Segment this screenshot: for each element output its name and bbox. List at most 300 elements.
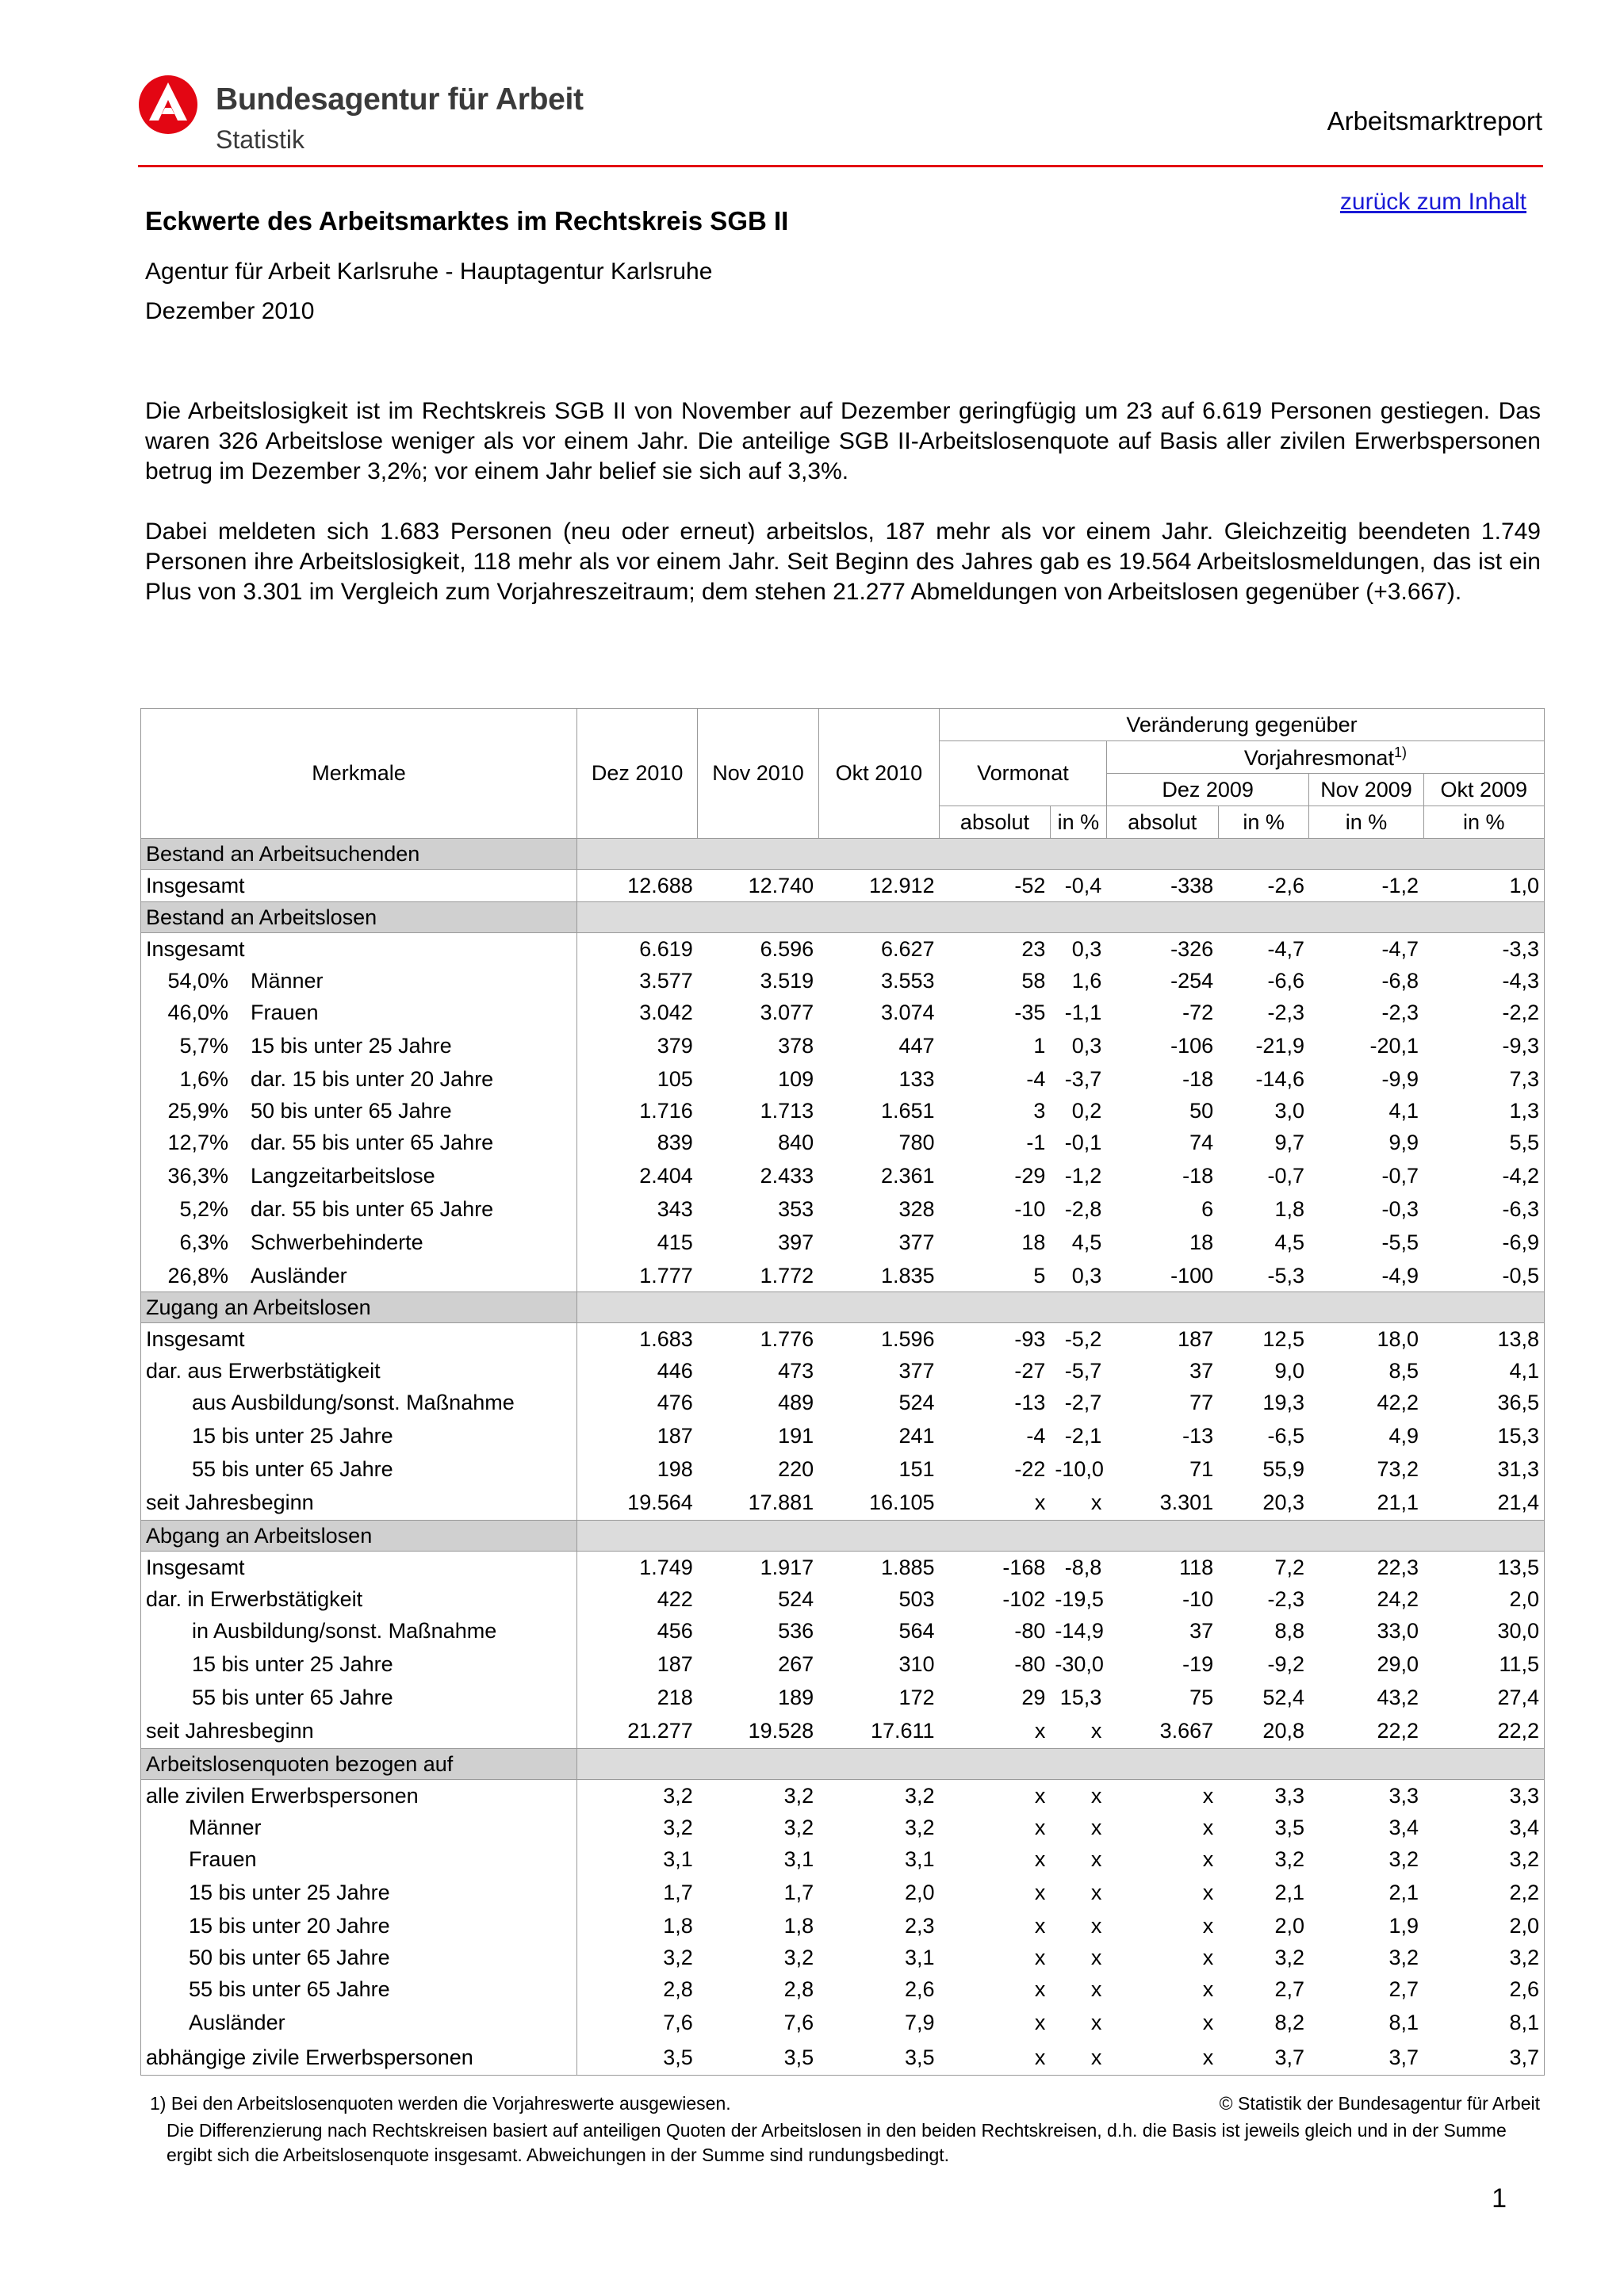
ba-logo-icon bbox=[138, 75, 198, 135]
table-cell: -19 bbox=[1182, 1651, 1214, 1676]
table-cell: 839 bbox=[657, 1130, 693, 1154]
table-cell: 4,1 bbox=[1509, 1358, 1539, 1383]
table-cell: 74 bbox=[1189, 1130, 1214, 1154]
row-label-text: 50 bis unter 65 Jahre bbox=[251, 1098, 452, 1123]
table-row bbox=[141, 1485, 1545, 1521]
table-cell: 310 bbox=[898, 1651, 935, 1676]
table-cell: 4,5 bbox=[1071, 1230, 1102, 1254]
table-row bbox=[141, 1323, 1545, 1356]
row-label-text: Ausländer bbox=[251, 1263, 347, 1288]
table-cell: 3.301 bbox=[1159, 1490, 1214, 1514]
row-label bbox=[141, 997, 577, 1028]
table-cell: 3,1 bbox=[783, 1846, 814, 1871]
table-cell: 218 bbox=[657, 1685, 693, 1709]
table-cell: 118 bbox=[1179, 1555, 1214, 1579]
table-cell: 379 bbox=[657, 1033, 693, 1058]
row-label bbox=[141, 1843, 577, 1875]
table-cell: x bbox=[1034, 1783, 1046, 1808]
table-cell: 20,3 bbox=[1262, 1490, 1304, 1514]
table-cell: -2,1 bbox=[1064, 1423, 1102, 1448]
table-cell: 7,6 bbox=[783, 2010, 814, 2034]
table-cell: 4,5 bbox=[1274, 1230, 1304, 1254]
table-row bbox=[141, 933, 1545, 966]
table-row bbox=[141, 965, 1545, 997]
table-cell: 3,2 bbox=[1509, 1945, 1539, 1969]
table-cell: 109 bbox=[778, 1066, 814, 1091]
table-cell: 8,2 bbox=[1274, 2010, 1304, 2034]
table-cell: -106 bbox=[1170, 1033, 1214, 1058]
table-cell: -52 bbox=[1014, 873, 1046, 897]
row-label-text: 15 bis unter 20 Jahre bbox=[189, 1913, 390, 1938]
table-row bbox=[141, 997, 1545, 1028]
section-fill bbox=[576, 839, 1544, 870]
share-percent: 6,3% bbox=[179, 1230, 228, 1254]
row-label-text: Insgesamt bbox=[146, 1555, 245, 1579]
section-header bbox=[141, 902, 1545, 933]
table-cell: 19.528 bbox=[748, 1718, 814, 1743]
table-cell: -22 bbox=[1014, 1456, 1046, 1481]
row-label-text: 15 bis unter 25 Jahre bbox=[192, 1423, 393, 1448]
table-cell: 3,2 bbox=[1388, 1846, 1419, 1871]
report-period: Dezember 2010 bbox=[145, 298, 315, 324]
row-label bbox=[141, 1418, 577, 1453]
table-cell: 105 bbox=[657, 1066, 693, 1091]
table-cell: -1,2 bbox=[1064, 1163, 1102, 1188]
org-name: Bundesagentur für Arbeit bbox=[216, 82, 584, 117]
table-cell: 3,7 bbox=[1388, 2045, 1419, 2069]
table-cell: 1,3 bbox=[1509, 1098, 1539, 1123]
section-title: Bestand an Arbeitslosen bbox=[141, 902, 577, 933]
table-cell: x bbox=[1202, 1913, 1214, 1938]
table-cell: 2.404 bbox=[639, 1163, 693, 1188]
table-cell: 198 bbox=[657, 1456, 693, 1481]
table-cell: x bbox=[1090, 1913, 1102, 1938]
table-row bbox=[141, 1158, 1545, 1193]
table-cell: 1,8 bbox=[1274, 1196, 1304, 1221]
table-cell: 1.777 bbox=[639, 1263, 693, 1288]
header-in-pct: in % bbox=[1309, 806, 1423, 839]
header-okt-2010: Okt 2010 bbox=[818, 709, 939, 839]
table-cell: x bbox=[1202, 1945, 1214, 1969]
table-cell: 3,4 bbox=[1509, 1815, 1539, 1839]
table-row bbox=[141, 1095, 1545, 1127]
row-label-text: dar. in Erwerbstätigkeit bbox=[146, 1586, 363, 1611]
row-label bbox=[141, 1780, 577, 1812]
section-header bbox=[141, 839, 1545, 870]
table-row bbox=[141, 1127, 1545, 1158]
table-cell: 1.772 bbox=[760, 1263, 814, 1288]
table-cell: 187 bbox=[657, 1651, 693, 1676]
table-cell: -13 bbox=[1182, 1423, 1214, 1448]
summary-paragraph-2: Dabei meldeten sich 1.683 Personen (neu oder erneut) arbeitslos, 187 mehr als vor einem Jahr. Gleichzeitig beendeten 1.749 Personen ihre Arbeitslosigkeit, 118 mehr als vor einem Jahr. Seit Beginn des Jahres gab es 19.564 Arbeitslosmeldungen, das ist ein Plus von 3.301 im Vergleich zum Vorjahreszeitraum; dem stehen 21.277 Abmeldungen von Arbeitslosen gegenüber (+3.667). bbox=[145, 519, 1541, 605]
table-cell: 4,1 bbox=[1388, 1098, 1419, 1123]
table-cell: 3,3 bbox=[1509, 1783, 1539, 1808]
row-label bbox=[141, 2005, 577, 2040]
table-cell: 2.361 bbox=[880, 1163, 935, 1188]
row-label-text: Insgesamt bbox=[146, 873, 245, 897]
table-cell: 2,0 bbox=[905, 1880, 935, 1904]
row-label-text: 15 bis unter 25 Jahre bbox=[251, 1033, 452, 1058]
table-cell: 1.749 bbox=[639, 1555, 693, 1579]
table-cell: -2,2 bbox=[1502, 1000, 1539, 1024]
table-cell: 3.077 bbox=[760, 1000, 814, 1024]
table-cell: -2,3 bbox=[1267, 1586, 1304, 1611]
table-row bbox=[141, 1260, 1545, 1292]
row-label bbox=[141, 1127, 577, 1158]
share-percent: 1,6% bbox=[179, 1066, 228, 1091]
table-cell: 1.835 bbox=[880, 1263, 935, 1288]
table-cell: 189 bbox=[778, 1685, 814, 1709]
row-label bbox=[141, 1682, 577, 1713]
table-cell: 3,2 bbox=[783, 1815, 814, 1839]
row-label bbox=[141, 1647, 577, 1682]
table-cell: 20,8 bbox=[1262, 1718, 1304, 1743]
table-cell: 1.776 bbox=[760, 1326, 814, 1351]
table-cell: x bbox=[1090, 1490, 1102, 1514]
row-label bbox=[141, 1812, 577, 1843]
table-cell: -80 bbox=[1014, 1651, 1046, 1676]
table-cell: -20,1 bbox=[1369, 1033, 1419, 1058]
table-cell: -4,9 bbox=[1381, 1263, 1419, 1288]
report-title: Arbeitsmarktreport bbox=[1327, 106, 1542, 136]
table-row bbox=[141, 1028, 1545, 1063]
table-cell: 21,4 bbox=[1497, 1490, 1539, 1514]
table-cell: 3,2 bbox=[783, 1783, 814, 1808]
table-cell: 2,0 bbox=[1274, 1913, 1304, 1938]
table-cell: x bbox=[1034, 1815, 1046, 1839]
table-cell: 191 bbox=[778, 1423, 814, 1448]
table-row bbox=[141, 1682, 1545, 1713]
table-cell: 353 bbox=[778, 1196, 814, 1221]
table-cell: 172 bbox=[898, 1685, 935, 1709]
table-cell: 29,0 bbox=[1377, 1651, 1419, 1676]
table-cell: 1.651 bbox=[880, 1098, 935, 1123]
table-cell: 2,8 bbox=[663, 1976, 693, 2001]
table-cell: x bbox=[1090, 1976, 1102, 2001]
table-cell: 3,2 bbox=[905, 1815, 935, 1839]
header-dez-2009: Dez 2009 bbox=[1106, 774, 1309, 806]
table-cell: 2,0 bbox=[1509, 1586, 1539, 1611]
table-cell: 1.713 bbox=[760, 1098, 814, 1123]
table-row bbox=[141, 1583, 1545, 1615]
org-subtitle: Statistik bbox=[216, 125, 305, 154]
table-cell: 267 bbox=[778, 1651, 814, 1676]
table-row bbox=[141, 1812, 1545, 1843]
table-cell: -30,0 bbox=[1055, 1651, 1104, 1676]
table-cell: -10 bbox=[1182, 1586, 1214, 1611]
table-cell: x bbox=[1034, 2010, 1046, 2034]
table-cell: -2,3 bbox=[1267, 1000, 1304, 1024]
footnote-1: 1) Bei den Arbeitslosenquoten werden die Vorjahreswerte ausgewiesen. bbox=[150, 2093, 731, 2114]
header-okt-2009: Okt 2009 bbox=[1423, 774, 1545, 806]
table-cell: -2,6 bbox=[1267, 873, 1304, 897]
table-cell: 12.740 bbox=[748, 873, 814, 897]
table-cell: -2,8 bbox=[1064, 1196, 1102, 1221]
table-cell: 3 bbox=[1033, 1098, 1046, 1123]
table-cell: 4,9 bbox=[1388, 1423, 1419, 1448]
table-cell: 3,3 bbox=[1274, 1783, 1304, 1808]
row-label-text: Frauen bbox=[251, 1000, 319, 1024]
table-cell: -9,3 bbox=[1502, 1033, 1539, 1058]
row-label-text: Männer bbox=[189, 1815, 262, 1839]
table-cell: 15,3 bbox=[1059, 1685, 1102, 1709]
table-cell: -35 bbox=[1014, 1000, 1046, 1024]
table-cell: 30,0 bbox=[1497, 1618, 1539, 1643]
table-cell: 840 bbox=[778, 1130, 814, 1154]
table-cell: -2,7 bbox=[1064, 1390, 1102, 1414]
agency-name: Agentur für Arbeit Karlsruhe - Hauptagentur Karlsruhe bbox=[145, 258, 713, 285]
table-cell: x bbox=[1034, 1913, 1046, 1938]
table-cell: 415 bbox=[657, 1230, 693, 1254]
table-cell: 12.688 bbox=[627, 873, 693, 897]
table-cell: 476 bbox=[657, 1390, 693, 1414]
table-cell: -4,2 bbox=[1502, 1163, 1539, 1188]
section-fill bbox=[576, 1749, 1544, 1780]
table-cell: 3.667 bbox=[1159, 1718, 1214, 1743]
row-label-text: Männer bbox=[251, 968, 324, 993]
table-cell: -14,9 bbox=[1055, 1618, 1104, 1643]
share-percent: 26,8% bbox=[167, 1263, 228, 1288]
row-label bbox=[141, 1583, 577, 1615]
table-cell: 7,3 bbox=[1509, 1066, 1539, 1091]
table-cell: -13 bbox=[1014, 1390, 1046, 1414]
table-cell: 73,2 bbox=[1377, 1456, 1419, 1481]
table-cell: 3.074 bbox=[880, 1000, 935, 1024]
row-label-text: in Ausbildung/sonst. Maßnahme bbox=[192, 1618, 497, 1643]
table-cell: 1,0 bbox=[1509, 873, 1539, 897]
table-cell: 133 bbox=[898, 1066, 935, 1091]
table-cell: 6 bbox=[1201, 1196, 1214, 1221]
table-cell: 3,2 bbox=[663, 1815, 693, 1839]
table-cell: 1.716 bbox=[639, 1098, 693, 1123]
table-row bbox=[141, 1453, 1545, 1485]
table-cell: 343 bbox=[657, 1196, 693, 1221]
row-label bbox=[141, 1355, 577, 1387]
table-cell: 220 bbox=[778, 1456, 814, 1481]
table-cell: -3,3 bbox=[1502, 936, 1539, 961]
table-cell: x bbox=[1202, 1783, 1214, 1808]
back-to-contents-link[interactable]: zurück zum Inhalt bbox=[1339, 189, 1526, 215]
table-cell: x bbox=[1034, 1945, 1046, 1969]
table-cell: 187 bbox=[657, 1423, 693, 1448]
table-cell: 2,2 bbox=[1509, 1880, 1539, 1904]
table-cell: 58 bbox=[1021, 968, 1046, 993]
table-cell: x bbox=[1202, 1880, 1214, 1904]
row-label-text: Schwerbehinderte bbox=[251, 1230, 423, 1254]
row-label bbox=[141, 1158, 577, 1193]
header-nov-2010: Nov 2010 bbox=[698, 709, 818, 839]
table-cell: 0,3 bbox=[1071, 1263, 1102, 1288]
footnote-mark: 1) bbox=[1393, 744, 1407, 760]
table-cell: 3,2 bbox=[1509, 1846, 1539, 1871]
data-table bbox=[140, 708, 1545, 2076]
table-cell: -27 bbox=[1014, 1358, 1046, 1383]
table-cell: 8,5 bbox=[1388, 1358, 1419, 1383]
table-row bbox=[141, 1225, 1545, 1260]
share-percent: 12,7% bbox=[167, 1130, 228, 1154]
table-cell: 23 bbox=[1021, 936, 1046, 961]
table-cell: -14,6 bbox=[1255, 1066, 1304, 1091]
table-cell: 377 bbox=[898, 1230, 935, 1254]
table-cell: 7,2 bbox=[1274, 1555, 1304, 1579]
table-row bbox=[141, 1780, 1545, 1812]
table-cell: -93 bbox=[1014, 1326, 1046, 1351]
row-label bbox=[141, 1713, 577, 1749]
table-cell: 50 bbox=[1189, 1098, 1214, 1123]
table-cell: x bbox=[1090, 1718, 1102, 1743]
table-cell: -2,3 bbox=[1381, 1000, 1419, 1024]
table-cell: -3,7 bbox=[1064, 1066, 1102, 1091]
table-cell: 1 bbox=[1033, 1033, 1046, 1058]
table-cell: 397 bbox=[778, 1230, 814, 1254]
table-cell: 3,5 bbox=[783, 2045, 814, 2069]
table-cell: 9,9 bbox=[1388, 1130, 1419, 1154]
table-cell: 2,6 bbox=[1509, 1976, 1539, 2001]
table-cell: 8,8 bbox=[1274, 1618, 1304, 1643]
row-label-text: Insgesamt bbox=[146, 936, 245, 961]
row-label-text: seit Jahresbeginn bbox=[146, 1490, 314, 1514]
row-label bbox=[141, 1225, 577, 1260]
table-cell: 3,7 bbox=[1274, 2045, 1304, 2069]
header-absolut: absolut bbox=[940, 806, 1051, 839]
table-cell: 22,2 bbox=[1377, 1718, 1419, 1743]
section-fill bbox=[576, 1292, 1544, 1323]
table-cell: 29 bbox=[1021, 1685, 1046, 1709]
table-cell: 42,2 bbox=[1377, 1390, 1419, 1414]
row-label bbox=[141, 1095, 577, 1127]
row-label bbox=[141, 1552, 577, 1584]
table-cell: 3,7 bbox=[1509, 2045, 1539, 2069]
table-row bbox=[141, 1552, 1545, 1584]
table-cell: 1,7 bbox=[663, 1880, 693, 1904]
header-vormonat: Vormonat bbox=[940, 741, 1107, 806]
header-in-pct: in % bbox=[1050, 806, 1106, 839]
table-cell: 2,7 bbox=[1388, 1976, 1419, 2001]
row-label-text: 55 bis unter 65 Jahre bbox=[192, 1685, 393, 1709]
row-label bbox=[141, 1910, 577, 1942]
table-cell: -254 bbox=[1170, 968, 1214, 993]
table-cell: -6,9 bbox=[1502, 1230, 1539, 1254]
table-cell: x bbox=[1090, 2010, 1102, 2034]
table-cell: -0,4 bbox=[1064, 873, 1102, 897]
table-cell: 536 bbox=[778, 1618, 814, 1643]
row-label-text: Langzeitarbeitslose bbox=[251, 1163, 435, 1188]
table-cell: 3.519 bbox=[760, 968, 814, 993]
table-cell: x bbox=[1034, 2045, 1046, 2069]
row-label bbox=[141, 1485, 577, 1521]
table-cell: 5,5 bbox=[1509, 1130, 1539, 1154]
table-cell: -4,3 bbox=[1502, 968, 1539, 993]
table-cell: 18 bbox=[1189, 1230, 1214, 1254]
header-veraenderung: Veränderung gegenüber bbox=[940, 709, 1545, 741]
table-cell: 71 bbox=[1189, 1456, 1214, 1481]
table-cell: 3,4 bbox=[1388, 1815, 1419, 1839]
row-label bbox=[141, 1615, 577, 1647]
section-fill bbox=[576, 902, 1544, 933]
table-cell: x bbox=[1034, 1880, 1046, 1904]
table-cell: x bbox=[1202, 1976, 1214, 2001]
table-cell: 489 bbox=[778, 1390, 814, 1414]
table-row bbox=[141, 1355, 1545, 1387]
table-cell: x bbox=[1090, 1783, 1102, 1808]
table-cell: 7,9 bbox=[905, 2010, 935, 2034]
table-row bbox=[141, 1713, 1545, 1749]
table-cell: 5 bbox=[1033, 1263, 1046, 1288]
table-cell: 75 bbox=[1189, 1685, 1214, 1709]
header-divider bbox=[138, 165, 1543, 167]
table-cell: 1,9 bbox=[1388, 1913, 1419, 1938]
table-cell: -10,0 bbox=[1055, 1456, 1104, 1481]
table-row bbox=[141, 1615, 1545, 1647]
table-cell: 77 bbox=[1189, 1390, 1214, 1414]
table-cell: -0,3 bbox=[1381, 1196, 1419, 1221]
table-cell: -72 bbox=[1182, 1000, 1214, 1024]
table-cell: 18,0 bbox=[1377, 1326, 1419, 1351]
table-row bbox=[141, 1973, 1545, 2005]
share-percent: 46,0% bbox=[167, 1000, 228, 1024]
table-cell: 0,2 bbox=[1071, 1098, 1102, 1123]
table-cell: 1.596 bbox=[880, 1326, 935, 1351]
section-header bbox=[141, 1521, 1545, 1552]
table-cell: 2,3 bbox=[905, 1913, 935, 1938]
section-header bbox=[141, 1749, 1545, 1780]
table-row bbox=[141, 1387, 1545, 1418]
table-cell: 2.433 bbox=[760, 1163, 814, 1188]
table-cell: -6,5 bbox=[1267, 1423, 1304, 1448]
row-label bbox=[141, 1875, 577, 1910]
table-cell: 27,4 bbox=[1497, 1685, 1539, 1709]
table-cell: x bbox=[1090, 1815, 1102, 1839]
table-cell: 7,6 bbox=[663, 2010, 693, 2034]
row-label-text: dar. aus Erwerbstätigkeit bbox=[146, 1358, 381, 1383]
section-title: Bestand an Arbeitsuchenden bbox=[141, 839, 577, 870]
row-label-text: 15 bis unter 25 Jahre bbox=[192, 1651, 393, 1676]
table-cell: 564 bbox=[898, 1618, 935, 1643]
table-cell: 12.912 bbox=[868, 873, 935, 897]
row-label-text: seit Jahresbeginn bbox=[146, 1718, 314, 1743]
table-cell: -1,1 bbox=[1064, 1000, 1102, 1024]
table-cell: 17.611 bbox=[870, 1718, 935, 1743]
table-cell: 8,1 bbox=[1388, 2010, 1419, 2034]
table-cell: 3,1 bbox=[905, 1846, 935, 1871]
table-cell: 2,1 bbox=[1274, 1880, 1304, 1904]
table-row bbox=[141, 1193, 1545, 1225]
row-label-text: 50 bis unter 65 Jahre bbox=[189, 1945, 390, 1969]
table-cell: 3.553 bbox=[880, 968, 935, 993]
table-cell: -18 bbox=[1182, 1163, 1214, 1188]
share-percent: 5,7% bbox=[179, 1033, 228, 1058]
table-cell: -5,5 bbox=[1381, 1230, 1419, 1254]
table-cell: 9,0 bbox=[1274, 1358, 1304, 1383]
table-cell: x bbox=[1202, 1846, 1214, 1871]
table-cell: x bbox=[1090, 1880, 1102, 1904]
section-title: Abgang an Arbeitslosen bbox=[141, 1521, 577, 1552]
table-cell: -0,1 bbox=[1064, 1130, 1102, 1154]
document-title: Eckwerte des Arbeitsmarktes im Rechtskreis SGB II bbox=[145, 206, 789, 235]
share-percent: 25,9% bbox=[167, 1098, 228, 1123]
table-cell: -6,3 bbox=[1502, 1196, 1539, 1221]
table-cell: 16.105 bbox=[868, 1490, 935, 1514]
table-cell: -80 bbox=[1014, 1618, 1046, 1643]
table-cell: x bbox=[1090, 2045, 1102, 2069]
table-cell: x bbox=[1202, 2010, 1214, 2034]
table-cell: 503 bbox=[898, 1586, 935, 1611]
table-cell: -6,6 bbox=[1267, 968, 1304, 993]
table-cell: 15,3 bbox=[1497, 1423, 1539, 1448]
table-cell: 3,1 bbox=[905, 1945, 935, 1969]
summary-paragraph-1: Die Arbeitslosigkeit ist im Rechtskreis SGB II von November auf Dezember geringfügig um 23 auf 6.619 Personen gestiegen. Das waren 326 Arbeitslose weniger als vor einem Jahr. Die anteilige SGB II-Arbeitslosenquote auf Basis aller zivilen Erwerbspersonen betrug im Dezember 3,2%; vor einem Jahr belief sie sich auf 3,3%. bbox=[145, 398, 1541, 484]
table-cell: 328 bbox=[898, 1196, 935, 1221]
